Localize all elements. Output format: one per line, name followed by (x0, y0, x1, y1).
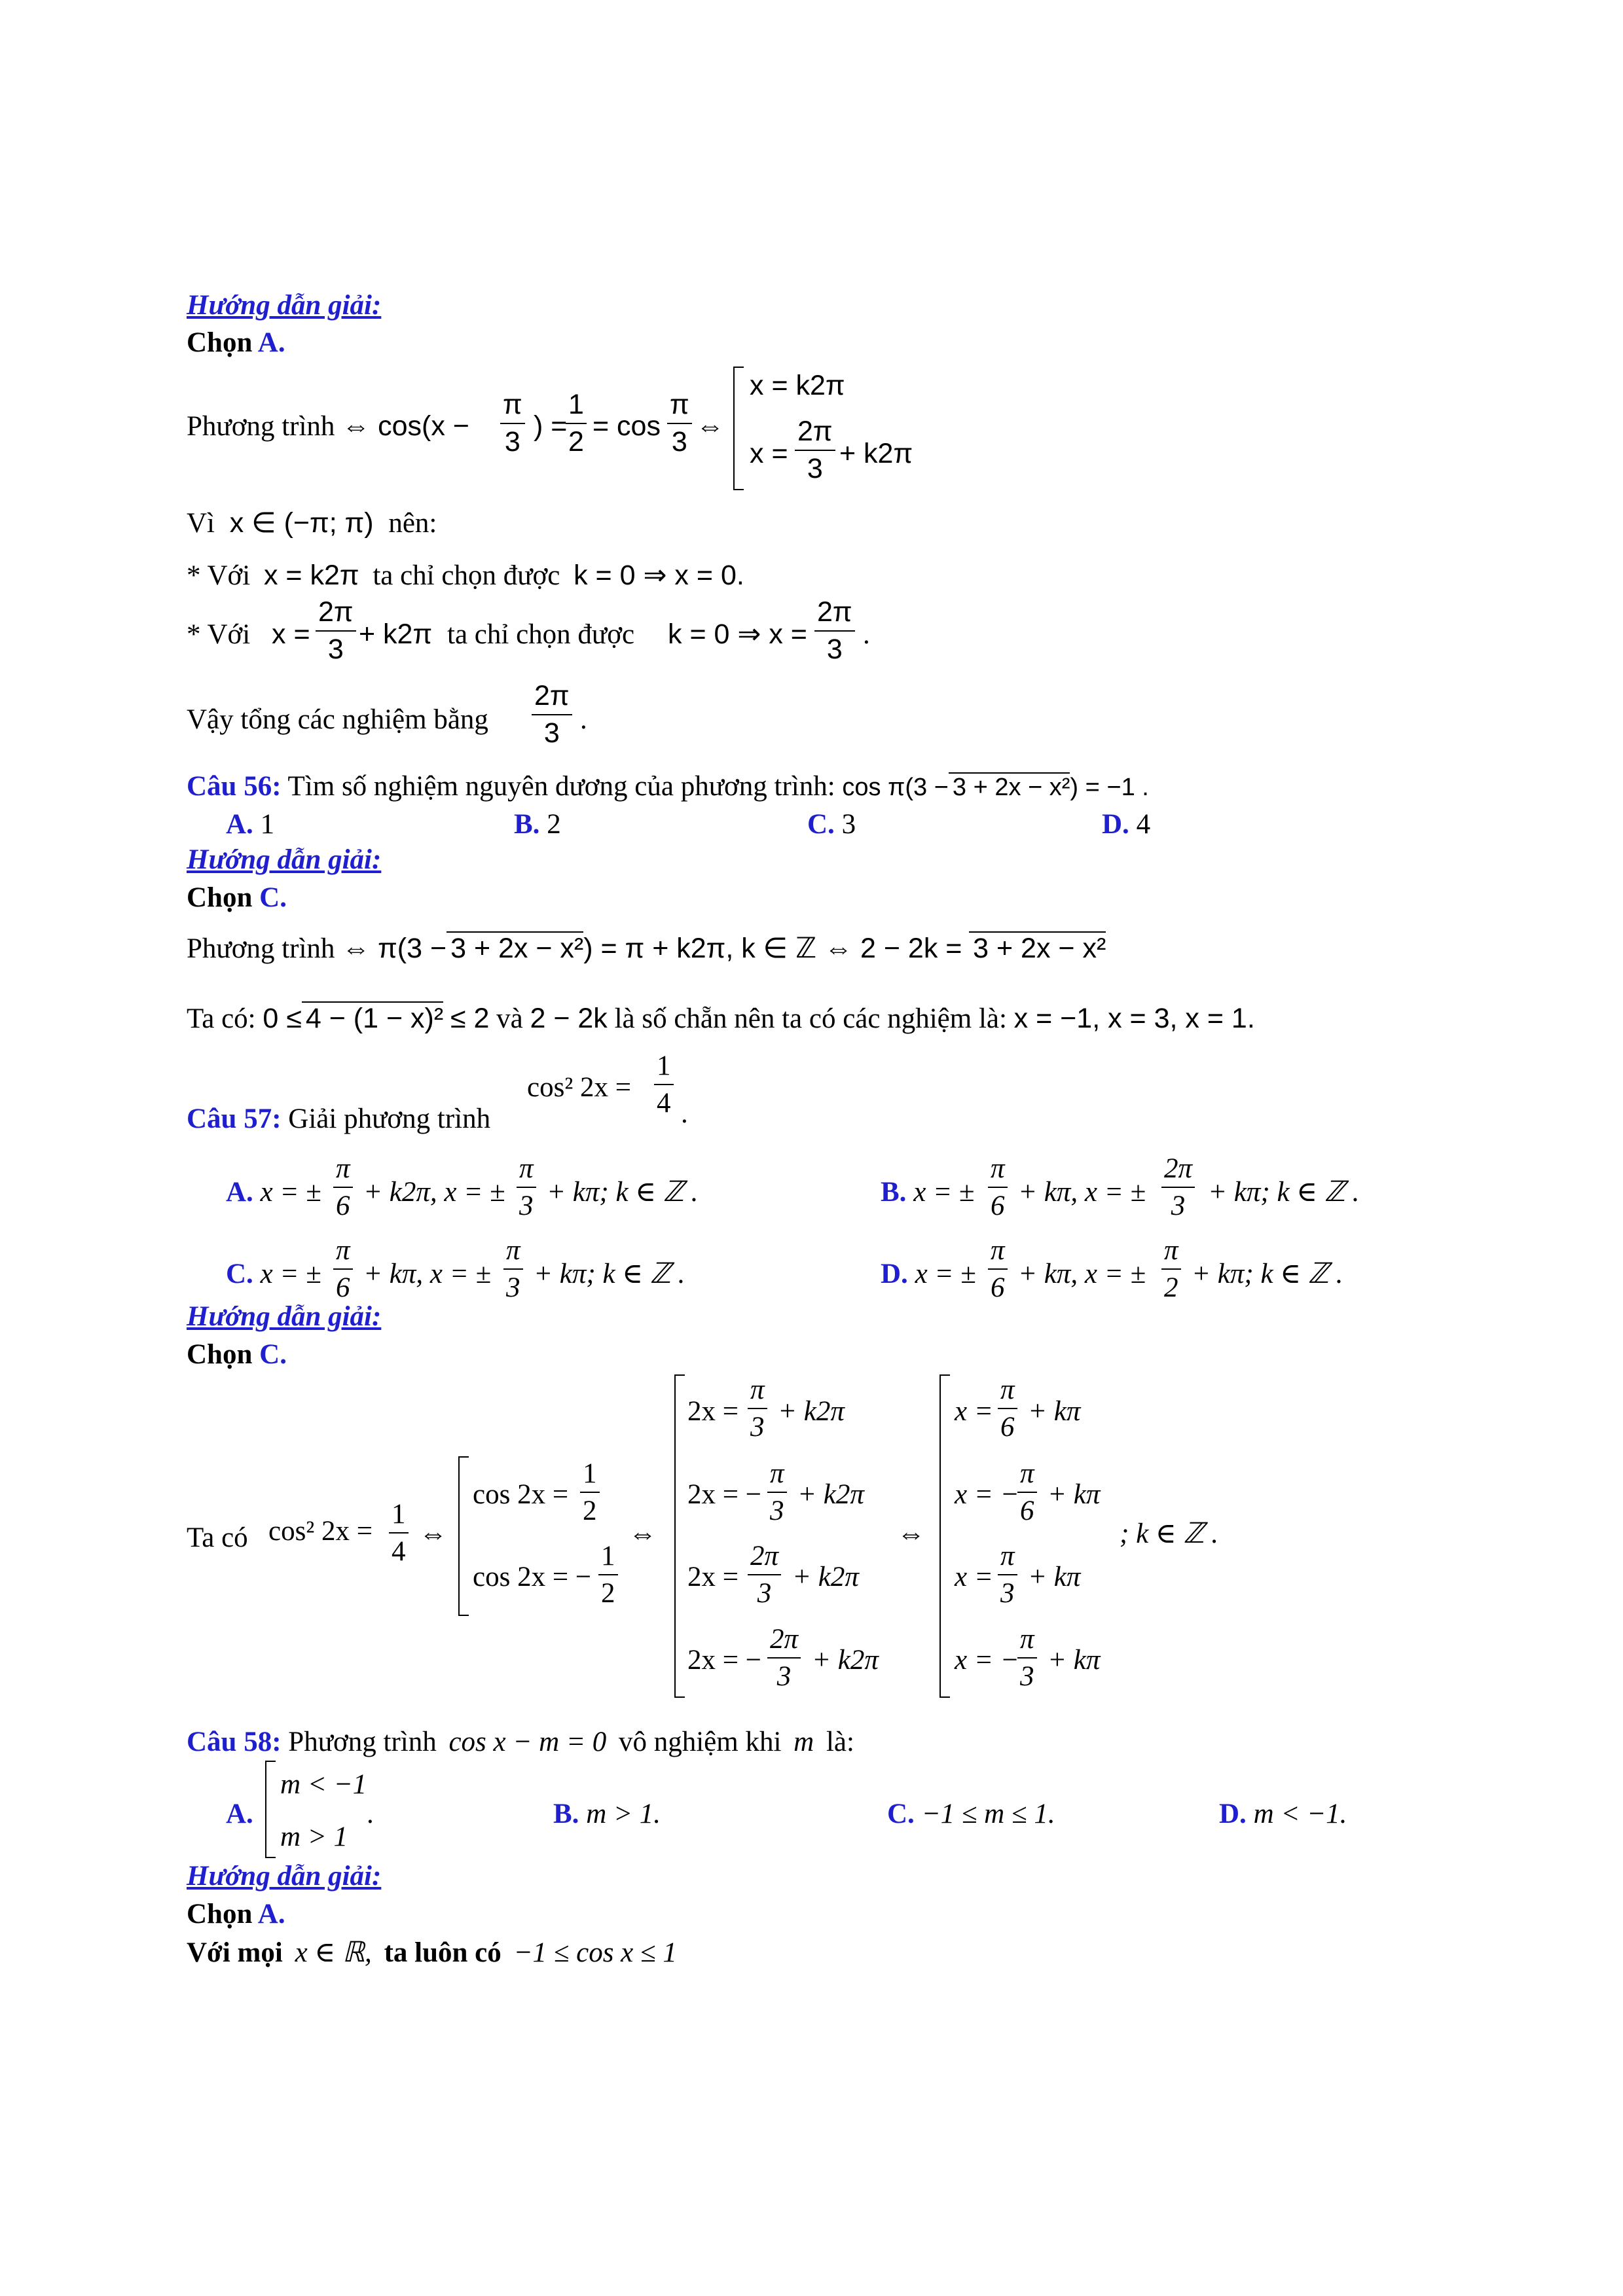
q57-s3-k: + kπ (1028, 1562, 1081, 1592)
q57-opt-d: D. x = ± (881, 1259, 976, 1289)
q57-s4: x = − (955, 1645, 1019, 1676)
eq-line-1 (187, 412, 469, 440)
q57-r2-frac: $\frac{\pi}{3}$ (767, 1458, 787, 1527)
q57-d-mid: + kπ, x = ± (1018, 1259, 1146, 1289)
q57-cos2: cos² 2x = (268, 1516, 373, 1547)
q58-last: Với mọi x ∈ ℝ, ta luôn có −1 ≤ cos x ≤ 1 (187, 1937, 677, 1968)
q57-choose: Chọn C. (187, 1339, 287, 1370)
case2-b: x = (272, 619, 310, 650)
q57-r2: 2x = − (687, 1479, 762, 1510)
q57-r2-k: + k2π (797, 1479, 864, 1510)
q57-c-f1: $\frac{\pi}{6}$ (333, 1235, 353, 1304)
eq-mid1: ) = (534, 410, 568, 442)
q57-d-f1: $\frac{\pi}{6}$ (988, 1235, 1008, 1304)
case2-frac: $\frac{2\pi}{3}$ (316, 597, 356, 666)
sum-dot: . (580, 704, 587, 735)
case1-d: k = 0 ⇒ x = 0. (574, 560, 744, 591)
eq-mid2: = cos (593, 410, 661, 442)
q56-line (187, 772, 1149, 800)
q57-s1: x = (955, 1396, 993, 1427)
q57-s2-frac: $\frac{\pi}{6}$ (1017, 1458, 1037, 1527)
case1-line (187, 562, 744, 590)
q57-bracket-1 (458, 1456, 469, 1616)
q57-s1-k: + kπ (1028, 1396, 1081, 1427)
q57-opt-c: C. x = ± (226, 1259, 321, 1289)
iff-1: ⇔ (696, 410, 724, 442)
q56-sol1-a: ⇔ π(3 − (342, 933, 447, 964)
case2-a: * Với (187, 619, 251, 650)
q57-c-end: + kπ; k ∈ ℤ . (534, 1259, 685, 1289)
q56-label: Câu 56: (187, 771, 282, 802)
choose-line (187, 329, 285, 357)
q58-guide: Hướng dẫn giải: (187, 1861, 382, 1892)
because-label: Vì (187, 508, 215, 539)
sum-line: Vậy tổng các nghiệm bằng (187, 704, 488, 735)
q57-c1-frac: $\frac{1}{2}$ (580, 1458, 600, 1527)
q56-sol1-root: 3 + 2x − x² (447, 931, 583, 964)
q56-opt-c: C. 3 (807, 809, 856, 840)
case1-b: x = k2π (263, 560, 359, 591)
q57-a-mid: + k2π, x = ± (363, 1177, 505, 1208)
q56-text: Tìm số nghiệm nguyên dương của phương trình: (287, 771, 835, 802)
case2-frac2: $\frac{2\pi}{3}$ (814, 597, 855, 666)
q57-eq-dot: . (681, 1098, 688, 1129)
frac-2pi-3: $\frac{2\pi}{3}$ (795, 416, 835, 485)
case2-dot: . (863, 619, 870, 650)
q57-bracket-3 (939, 1374, 950, 1698)
q57-s4-frac: $\frac{\pi}{3}$ (1017, 1624, 1037, 1693)
q57-s3-frac: $\frac{\pi}{3}$ (998, 1541, 1017, 1609)
q57-s1-frac: $\frac{\pi}{6}$ (998, 1374, 1017, 1443)
q56-eq-a: cos π(3 − (842, 774, 949, 801)
q56-sol1 (187, 935, 1106, 963)
q57-a-f1: $\frac{\pi}{6}$ (333, 1153, 353, 1222)
q57-r4-frac: $\frac{2\pi}{3}$ (767, 1624, 801, 1693)
case2-d: k = 0 ⇒ x = (668, 619, 807, 650)
sys-1: x = k2π (750, 370, 845, 401)
q56-sol1-label: Phương trình (187, 933, 335, 964)
frac-pi-3: $\frac{\pi}{3}$ (500, 389, 525, 458)
q57-line: Câu 57: Giải phương trình (187, 1103, 491, 1134)
q58-a2: m > 1 (280, 1821, 348, 1852)
q57-d-end: + kπ; k ∈ ℤ . (1192, 1259, 1343, 1289)
q57-taco: Ta có (187, 1522, 248, 1553)
q56-opt-b: B. 2 (514, 809, 561, 840)
q57-iff3: ⇔ (897, 1518, 925, 1549)
sys-2b: + k2π (839, 438, 913, 469)
q57-a-end: + kπ; k ∈ ℤ . (547, 1177, 699, 1208)
guide-heading: Hướng dẫn giải: (187, 290, 382, 321)
q57-r4: 2x = − (687, 1645, 762, 1676)
q57-s3: x = (955, 1562, 993, 1592)
q56-sol1-root2: 3 + 2x − x² (969, 931, 1106, 964)
q57-d-f2: $\frac{\pi}{2}$ (1161, 1235, 1181, 1304)
q57-c1: cos 2x = (473, 1479, 569, 1510)
q57-opt-b: B. x = ± (881, 1177, 975, 1208)
q56-eq-root: 3 + 2x − x² (949, 772, 1070, 801)
q57-bracket-2 (674, 1374, 685, 1698)
q57-c2-frac: $\frac{1}{2}$ (598, 1541, 618, 1609)
q57-b-f1: $\frac{\pi}{6}$ (988, 1153, 1008, 1222)
q56-eq-b: ) = −1 . (1070, 774, 1149, 801)
q57-r1-k: + k2π (778, 1396, 845, 1427)
because-line (187, 509, 437, 537)
so-label: nên: (388, 508, 437, 539)
q57-r3-frac: $\frac{2\pi}{3}$ (748, 1541, 781, 1609)
q58-opt-c: C. −1 ≤ m ≤ 1. (887, 1799, 1055, 1829)
q57-c-f2: $\frac{\pi}{3}$ (503, 1235, 523, 1304)
q57-opt-a: A. x = ± (226, 1177, 321, 1208)
q57-a-f2: $\frac{\pi}{3}$ (517, 1153, 536, 1222)
q57-eq-frac: $\frac{1}{4}$ (654, 1050, 674, 1119)
q57-eq: cos² 2x = (527, 1072, 631, 1103)
q57-b-end: + kπ; k ∈ ℤ . (1208, 1177, 1360, 1208)
q57-b-f2: $\frac{2\pi}{3}$ (1161, 1153, 1195, 1222)
q57-s2-k: + kπ (1048, 1479, 1101, 1510)
sys-2a: x = (750, 438, 788, 469)
q58-a1: m < −1 (280, 1769, 367, 1800)
interval: x ∈ (−π; π) (229, 507, 374, 539)
q56-opt-a: A. 1 (226, 809, 275, 840)
case2-c: + k2π (359, 619, 433, 650)
q56-choose: Chọn C. (187, 882, 287, 913)
q58-opt-b: B. m > 1. (553, 1799, 661, 1829)
eq-left: ⇔ cos(x − (342, 410, 469, 442)
case1-c: ta chỉ chọn được (373, 560, 560, 591)
frac-1-2: $\frac{1}{2}$ (566, 389, 587, 458)
q57-sol-frac: $\frac{1}{4}$ (389, 1499, 409, 1568)
q56-sol2: Ta có: 0 ≤ 4 − (1 − x)² ≤ 2 và 2 − 2k là số chẵn nên ta có các nghiệm là: x = −1, x = 3, x = 1. (187, 1003, 1255, 1034)
bracket-1 (733, 367, 744, 490)
case2-choose: ta chỉ chọn được (447, 619, 635, 650)
q57-c2: cos 2x = − (473, 1562, 592, 1592)
q57-r3-k: + k2π (792, 1562, 859, 1592)
q57-c-mid: + kπ, x = ± (363, 1259, 492, 1289)
q58-opt-d: D. m < −1. (1219, 1799, 1347, 1829)
q57-r1-frac: $\frac{\pi}{3}$ (748, 1374, 767, 1443)
q58-choose: Chọn A. (187, 1899, 285, 1929)
q57-r1: 2x = (687, 1396, 739, 1427)
q58-line: Câu 58: Phương trình cos x − m = 0 vô nghiệm khi m là: (187, 1727, 854, 1757)
sum-frac: $\frac{2\pi}{3}$ (532, 681, 572, 749)
q56-opt-d: D. 4 (1102, 809, 1151, 840)
q57-b-mid: + kπ, x = ± (1018, 1177, 1146, 1208)
q58-opt-a: A. (226, 1799, 253, 1829)
eq-label: Phương trình (187, 411, 335, 442)
case1-a: * Với (187, 560, 251, 591)
q57-guide: Hướng dẫn giải: (187, 1301, 382, 1332)
q56-sol1-b: ) = π + k2π, k ∈ ℤ ⇔ 2 − 2k = (583, 933, 962, 964)
q57-iff2: ⇔ (629, 1518, 657, 1549)
q57-r4-k: + k2π (812, 1645, 879, 1676)
q58-bracket (265, 1761, 276, 1858)
q57-iff1: ⇔ (419, 1518, 447, 1549)
q57-s2: x = − (955, 1479, 1019, 1510)
q56-guide: Hướng dẫn giải: (187, 844, 382, 875)
frac-pi-3b: $\frac{\pi}{3}$ (667, 389, 692, 458)
q57-tail: ; k ∈ ℤ . (1120, 1518, 1219, 1549)
choose-label: Chọn (187, 327, 253, 358)
choose-answer: A. (257, 327, 285, 358)
q57-s4-k: + kπ (1048, 1645, 1101, 1676)
q58-a-dot: . (367, 1799, 374, 1829)
q57-r3: 2x = (687, 1562, 739, 1592)
